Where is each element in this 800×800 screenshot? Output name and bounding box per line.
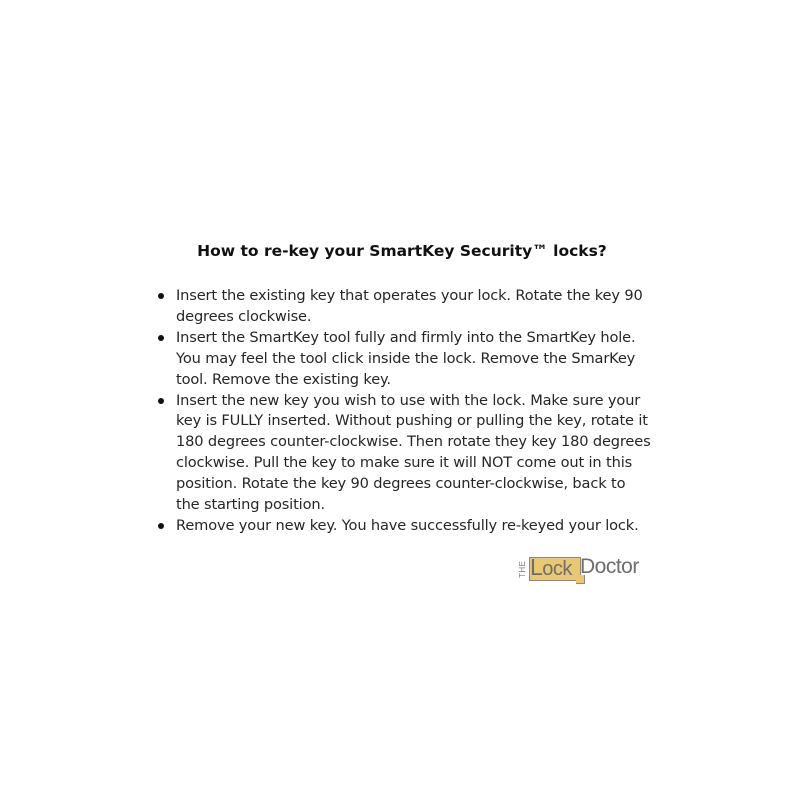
- bullet-icon: [158, 398, 164, 404]
- logo-lock-initial: L: [530, 554, 543, 580]
- step-item-3: [152, 391, 652, 516]
- step-text: Insert the SmartKey tool fully and firmly into the SmartKey hole. You may feel the tool click inside the lock. Remove the SmarKey tool. Remove the existing key.: [176, 328, 636, 388]
- bullet-icon: [158, 293, 164, 299]
- lock-doctor-logo: [518, 551, 643, 585]
- step-text: Insert the existing key that operates your lock. Rotate the key 90 degrees clockwise.: [176, 287, 643, 325]
- step-text: Insert the new key you wish to use with the lock. Make sure your key is FULLY inserted. Without pushing or pulling the key, rotate it 180 degrees counter-clockwise. Then rotate they key 180 degrees clockwise. Pull the key to make sure it will NOT come out in this position. Rotate the key 90 degrees counter-clockwise, back to the starting position.: [176, 391, 651, 514]
- step-item-1: [152, 286, 652, 328]
- step-item-4: [152, 516, 652, 537]
- logo-lock-rest: ock: [542, 558, 572, 580]
- bullet-icon: [158, 335, 164, 341]
- logo-the-text: THE: [518, 560, 527, 578]
- instructions-title: How to re-key your SmartKey Security™ locks?: [197, 242, 607, 260]
- step-item-2: [152, 328, 652, 391]
- steps-list: [152, 286, 652, 537]
- logo-doctor-text: Doctor: [580, 555, 639, 578]
- logo-lock-text: [530, 554, 572, 582]
- step-text: Remove your new key. You have successfully re-keyed your lock.: [176, 516, 639, 534]
- bullet-icon: [158, 523, 164, 529]
- instructions-content: [152, 241, 652, 537]
